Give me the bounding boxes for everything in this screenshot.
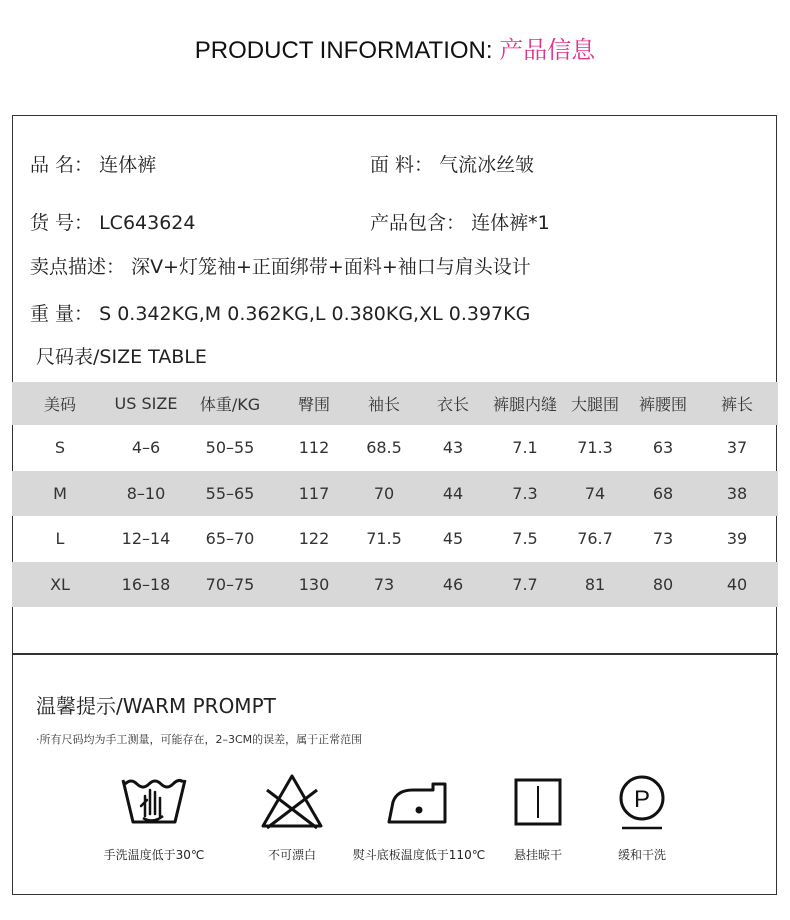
table-cell: 37 <box>726 438 748 458</box>
care-hand-wash <box>96 770 212 863</box>
table-cell: 40 <box>726 574 748 594</box>
table-cell: 68.5 <box>366 438 402 458</box>
info-sku-value: LC643624 <box>99 212 196 234</box>
col-header: 袖长 <box>367 395 400 414</box>
info-fabric-label: 面 料： <box>370 154 434 176</box>
info-weight-value: S 0.342KG,M 0.362KG,L 0.380KG,XL 0.397KG <box>99 303 531 325</box>
table-cell: 70 <box>373 483 395 503</box>
info-fabric-value: 气流冰丝皱 <box>439 154 535 176</box>
hang-dry-icon <box>510 770 566 834</box>
table-cell: 45 <box>442 529 464 549</box>
col-header: 衣长 <box>436 395 469 414</box>
col-header: 臀围 <box>297 395 330 414</box>
table-cell: 112 <box>298 438 330 458</box>
size-table-header-row <box>12 382 778 425</box>
table-cell: 65–70 <box>205 529 255 549</box>
svg-text:P: P <box>633 786 651 813</box>
info-name-label: 品 名： <box>30 154 94 176</box>
table-cell: 7.1 <box>512 438 538 458</box>
info-selling-value: 深V+灯笼袖+正面绑带+面料+袖口与肩头设计 <box>131 256 531 278</box>
care-hang-dry <box>500 770 576 863</box>
table-cell: 80 <box>652 574 674 594</box>
table-cell: 73 <box>373 574 395 594</box>
table-cell: 122 <box>298 529 330 549</box>
no-bleach-icon <box>259 770 325 834</box>
table-cell: 50–55 <box>205 438 255 458</box>
table-cell: 7.3 <box>512 483 538 503</box>
info-weight-label: 重 量： <box>30 303 94 325</box>
table-cell: 4–6 <box>131 438 161 458</box>
info-weight <box>30 299 530 326</box>
table-cell: 70–75 <box>205 574 255 594</box>
info-package-value: 连体裤*1 <box>471 212 550 234</box>
info-package-label: 产品包含： <box>370 212 466 234</box>
size-table-title: 尺码表/SIZE TABLE <box>36 346 207 368</box>
col-header: 美码 <box>43 395 76 414</box>
warm-prompt-note: ·所有尺码均为手工测量，可能存在，2–3CM的误差，属于正常范围 <box>36 733 363 746</box>
table-cell: 16–18 <box>121 574 171 594</box>
table-cell: XL <box>50 574 70 594</box>
col-header: 大腿围 <box>570 395 619 414</box>
table-cell: L <box>55 529 65 549</box>
table-cell: 55–65 <box>205 483 255 503</box>
table-row <box>12 425 778 471</box>
table-cell: 46 <box>442 574 464 594</box>
size-table <box>12 382 778 607</box>
gentle-dry-clean-icon <box>612 770 672 834</box>
table-cell: 130 <box>298 574 330 594</box>
table-cell: 8–10 <box>126 483 166 503</box>
iron-low-icon <box>383 770 455 834</box>
table-cell: 68 <box>652 483 674 503</box>
table-cell: 44 <box>442 483 464 503</box>
care-iron <box>340 770 498 863</box>
care-label: 缓和干洗 <box>617 848 666 862</box>
header-title-en: PRODUCT INFORMATION: <box>194 37 500 64</box>
col-header: 裤长 <box>720 395 753 414</box>
col-header: US SIZE <box>114 394 178 413</box>
page-header <box>0 30 790 65</box>
table-cell: S <box>54 438 66 458</box>
table-cell: 43 <box>442 438 464 458</box>
table-cell: 117 <box>298 483 330 503</box>
care-label: 手洗温度低于30℃ <box>103 848 205 862</box>
care-no-bleach <box>252 770 332 863</box>
care-label: 熨斗底板温度低于110℃ <box>352 848 486 862</box>
info-package <box>370 208 550 235</box>
table-cell: 74 <box>584 483 606 503</box>
col-header: 体重/KG <box>199 395 261 414</box>
table-cell: 7.5 <box>512 529 538 549</box>
info-name-value: 连体裤 <box>99 154 157 176</box>
info-name <box>30 150 156 177</box>
table-row <box>12 562 778 608</box>
care-dry-clean <box>604 770 680 863</box>
table-cell: 12–14 <box>121 529 171 549</box>
table-row <box>12 471 778 517</box>
section-divider <box>12 653 778 655</box>
table-cell: M <box>53 483 67 503</box>
table-row <box>12 516 778 562</box>
care-label: 悬挂晾干 <box>513 848 562 862</box>
table-cell: 71.5 <box>366 529 402 549</box>
table-cell: 81 <box>584 574 606 594</box>
table-cell: 71.3 <box>577 438 613 458</box>
table-cell: 39 <box>726 529 748 549</box>
table-cell: 38 <box>726 483 748 503</box>
table-cell: 73 <box>652 529 674 549</box>
info-fabric <box>370 150 534 177</box>
col-header: 裤腿内缝 <box>492 395 557 414</box>
info-selling <box>30 252 531 279</box>
care-label: 不可漂白 <box>267 848 316 862</box>
col-header: 裤腰围 <box>638 395 687 414</box>
info-sku <box>30 208 195 235</box>
info-sku-label: 货 号： <box>30 212 94 234</box>
header-title-cn: 产品信息 <box>499 36 596 64</box>
hand-wash-icon <box>119 770 189 834</box>
warm-prompt-title: 温馨提示/WARM PROMPT <box>36 694 276 718</box>
table-cell: 63 <box>652 438 674 458</box>
table-cell: 76.7 <box>577 529 613 549</box>
table-cell: 7.7 <box>512 574 538 594</box>
info-selling-label: 卖点描述： <box>30 256 126 278</box>
